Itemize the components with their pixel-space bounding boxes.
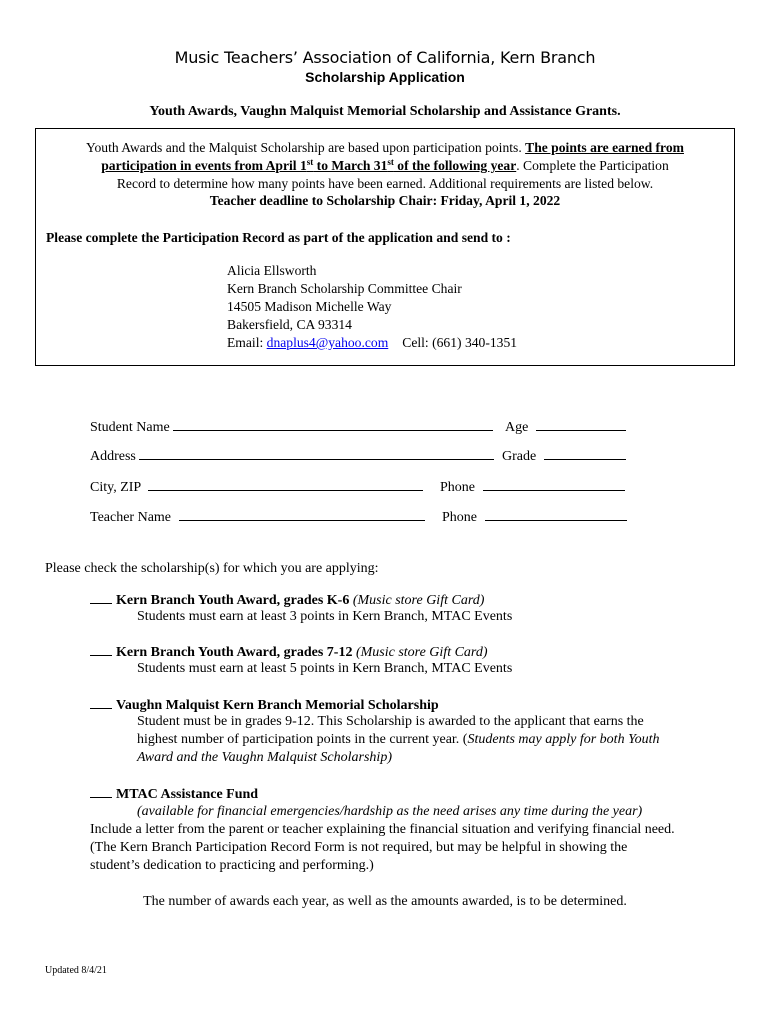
grade-field[interactable] <box>544 447 626 460</box>
awards-heading: Youth Awards, Vaughn Malquist Memorial Scholarship and Assistance Grants. <box>149 104 621 119</box>
teacher-name-row <box>90 508 425 526</box>
info-year: of the following year <box>393 158 517 173</box>
address-contact <box>227 334 517 352</box>
info-emphasis <box>101 158 516 173</box>
description-line: Include a letter from the parent or teacher explaining the financial situation and verifying financial need. <box>90 822 675 837</box>
city-zip-field[interactable] <box>148 478 423 491</box>
address-name: Alicia Ellsworth <box>227 263 317 278</box>
scholarship-intro: Please check the scholarship(s) for which you are applying: <box>45 561 379 576</box>
final-note: The number of awards each year, as well as the amounts awarded, is to be determined. <box>143 894 627 909</box>
description-line: Student must be in grades 9-12. This Scholarship is awarded to the applicant that earns the <box>137 714 644 729</box>
grade-row <box>502 447 626 465</box>
city-zip-row <box>90 478 423 496</box>
checkbox-blank[interactable] <box>90 643 112 656</box>
info-line-1 <box>36 140 734 156</box>
description-italic: Students may apply for both Youth <box>467 732 660 747</box>
info-text: Youth Awards and the Malquist Scholarship are based upon participation points. <box>86 140 526 155</box>
option-grades: , grades K-6 <box>276 593 350 608</box>
info-line-3: Record to determine how many points have been earned. Additional requirements are listed below. <box>116 176 654 191</box>
email-link[interactable]: dnaplus4@yahoo.com <box>266 335 389 350</box>
description-text: highest number of participation points in the current year. ( <box>137 732 468 747</box>
send-to-instruction: Please complete the Participation Record as part of the application and send to : <box>46 230 511 245</box>
updated-date: Updated 8/4/21 <box>45 965 107 976</box>
grade-label: Grade <box>502 449 537 464</box>
option-requirement: Students must earn at least 3 points in Kern Branch, MTAC Events <box>137 609 513 624</box>
phone-field-2[interactable] <box>485 508 627 521</box>
teacher-name-label: Teacher Name <box>90 510 172 525</box>
phone-row-1 <box>440 478 625 496</box>
address-label: Address <box>90 449 136 464</box>
info-date-end: to March 31 <box>313 158 388 173</box>
address-role: Kern Branch Scholarship Committee Chair <box>227 281 462 296</box>
mailing-address <box>227 262 517 352</box>
deadline: Teacher deadline to Scholarship Chair: Friday, April 1, 2022 <box>209 193 561 208</box>
option-assistance-fund <box>90 785 258 803</box>
address-row <box>90 447 494 465</box>
description-line: student’s dedication to practicing and performing.) <box>90 858 374 873</box>
age-row <box>505 418 626 436</box>
superscript: st <box>306 157 314 167</box>
page-title: Music Teachers’ Association of California, Kern Branch <box>174 48 596 67</box>
option-youth-award-k6 <box>90 591 484 609</box>
student-name-row <box>90 418 493 436</box>
phone-field-1[interactable] <box>483 478 625 491</box>
option-note: (available for financial emergencies/hardship as the need arises any time during the year) <box>137 804 643 819</box>
phone-label: Phone <box>442 510 477 525</box>
option-requirement: Students must earn at least 5 points in Kern Branch, MTAC Events <box>137 661 513 676</box>
option-title: Kern Branch Youth Award <box>116 593 277 608</box>
description-line: (The Kern Branch Participation Record Form is not required, but may be helpful in showing the <box>90 840 628 855</box>
age-field[interactable] <box>536 418 626 431</box>
phone-label: Phone <box>440 480 475 495</box>
info-emphasis: The points are earned from <box>525 140 684 155</box>
info-date-start: participation in events from April 1 <box>101 158 307 173</box>
info-box <box>35 128 735 366</box>
assistance-description <box>90 821 675 875</box>
description-line <box>137 731 659 749</box>
age-label: Age <box>505 420 529 435</box>
option-malquist-scholarship <box>90 696 439 714</box>
checkbox-blank[interactable] <box>90 591 112 604</box>
student-name-label: Student Name <box>90 420 170 435</box>
address-city: Bakersfield, CA 93314 <box>227 317 352 332</box>
address-field[interactable] <box>139 447 494 460</box>
option-title: MTAC Assistance Fund <box>116 787 259 802</box>
option-youth-award-7-12 <box>90 643 488 661</box>
checkbox-blank[interactable] <box>90 785 112 798</box>
cell-phone: Cell: (661) 340-1351 <box>402 335 518 350</box>
option-title: Kern Branch Youth Award <box>116 645 277 660</box>
option-note: (Music store Gift Card) <box>352 645 488 660</box>
phone-row-2 <box>442 508 627 526</box>
teacher-name-field[interactable] <box>179 508 425 521</box>
checkbox-blank[interactable] <box>90 696 112 709</box>
info-text: . Complete the Participation <box>516 158 669 173</box>
email-label: Email: <box>227 335 267 350</box>
option-description <box>137 713 659 767</box>
option-note: (Music store Gift Card) <box>349 593 485 608</box>
option-title: Vaughn Malquist Kern Branch Memorial Scholarship <box>116 698 439 713</box>
page-subtitle: Scholarship Application <box>305 69 465 85</box>
option-grades: , grades 7-12 <box>276 645 353 660</box>
address-street: 14505 Madison Michelle Way <box>227 299 392 314</box>
city-zip-label: City, ZIP <box>90 480 141 495</box>
student-name-field[interactable] <box>173 418 493 431</box>
info-line-2 <box>36 158 734 174</box>
description-line: Award and the Vaughn Malquist Scholarship) <box>137 750 392 765</box>
superscript: st <box>387 157 394 167</box>
